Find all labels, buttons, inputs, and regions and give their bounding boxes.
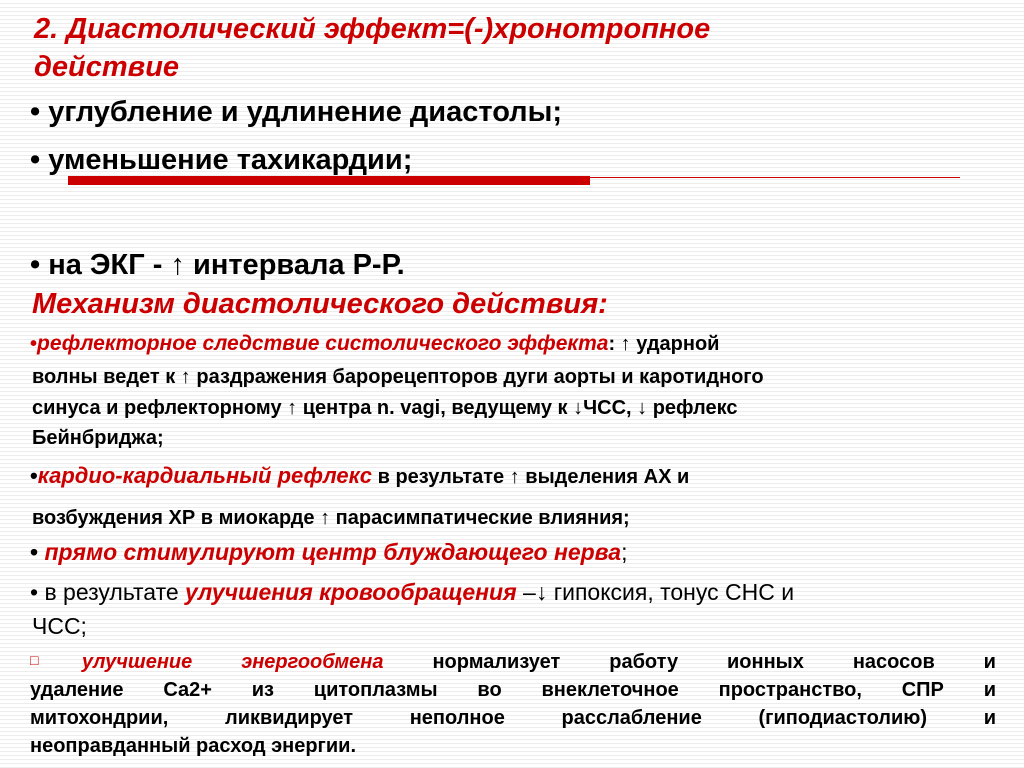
item-reflex-line3: синуса и рефлекторному ↑ центра n. vagi, ведущему к ↓ЧСС, ↓ рефлекс bbox=[32, 397, 738, 419]
direct-emphasis: прямо стимулируют центр блуждающего нерва bbox=[38, 539, 622, 565]
item-cardio-line2: возбуждения ХР в миокарде ↑ парасимпатические влияния; bbox=[32, 507, 630, 529]
energy-emphasis: улучшение энергообмена bbox=[81, 651, 384, 673]
item-reflex-line2: волны ведет к ↑ раздражения барорецепторов дуги аорты и каротидного bbox=[32, 366, 764, 388]
cardio-rest: в результате ↑ выделения АХ и bbox=[372, 466, 690, 488]
bullet-ecg bbox=[30, 248, 405, 282]
circulation-emphasis: улучшения кровообращения bbox=[185, 579, 517, 605]
bullet-marker: • bbox=[30, 144, 41, 176]
bullet-marker: • bbox=[30, 579, 39, 605]
item-energy bbox=[30, 646, 996, 760]
energy-line4: неоправданный расход энергии. bbox=[30, 735, 357, 757]
direct-rest: ; bbox=[621, 539, 628, 565]
energy-line3: митохондрии, ликвидирует неполное расслабление (гиподиастолию) и bbox=[30, 707, 996, 729]
bullet-marker: • bbox=[30, 96, 41, 128]
bullet-marker: • bbox=[30, 463, 38, 488]
slide-title-line2: действие bbox=[34, 51, 180, 83]
bullet-tachycardia bbox=[30, 143, 412, 177]
reflex-rest: : ↑ ударной bbox=[608, 333, 720, 355]
item-direct bbox=[30, 537, 627, 567]
energy-line2: удаление Са2+ из цитоплазмы во внеклеточное пространство, СПР и bbox=[30, 679, 996, 701]
energy-line1 bbox=[30, 646, 996, 676]
mechanism-heading: Механизм диастолического действия: bbox=[32, 288, 608, 320]
reflex-emphasis: рефлекторное следствие систолического эффекта bbox=[37, 332, 609, 355]
item-cardio-line1 bbox=[30, 463, 689, 490]
bullet-text: на ЭКГ - ↑ интервала Р-Р. bbox=[40, 249, 405, 281]
bullet-marker: • bbox=[30, 333, 38, 355]
item-reflex-line4: Бейнбриджа; bbox=[32, 427, 164, 449]
cardio-emphasis: кардио-кардиальный рефлекс bbox=[37, 463, 373, 488]
slide-title-line1: 2. Диастолический эффект=(-)хронотропное bbox=[34, 13, 711, 45]
circulation-rest: –↓ гипоксия, тонус СНС и bbox=[516, 579, 795, 605]
bullet-text: углубление и удлинение диастолы; bbox=[40, 96, 563, 128]
bullet-marker: • bbox=[30, 539, 39, 565]
bullet-text: уменьшение тахикардии; bbox=[40, 144, 413, 176]
bullet-marker: • bbox=[30, 249, 41, 281]
accent-divider-bar bbox=[68, 176, 590, 185]
item-circulation-line1 bbox=[30, 577, 794, 607]
item-circulation-line2: ЧСС; bbox=[32, 613, 87, 639]
item-reflex-line1 bbox=[30, 331, 719, 357]
energy-rest: нормализует работу ионных насосов и bbox=[383, 651, 996, 673]
bullet-diastole bbox=[30, 95, 562, 129]
missing-glyph-icon: □ bbox=[30, 652, 82, 668]
circulation-pre: в результате bbox=[38, 579, 186, 605]
accent-divider-line bbox=[590, 177, 960, 178]
